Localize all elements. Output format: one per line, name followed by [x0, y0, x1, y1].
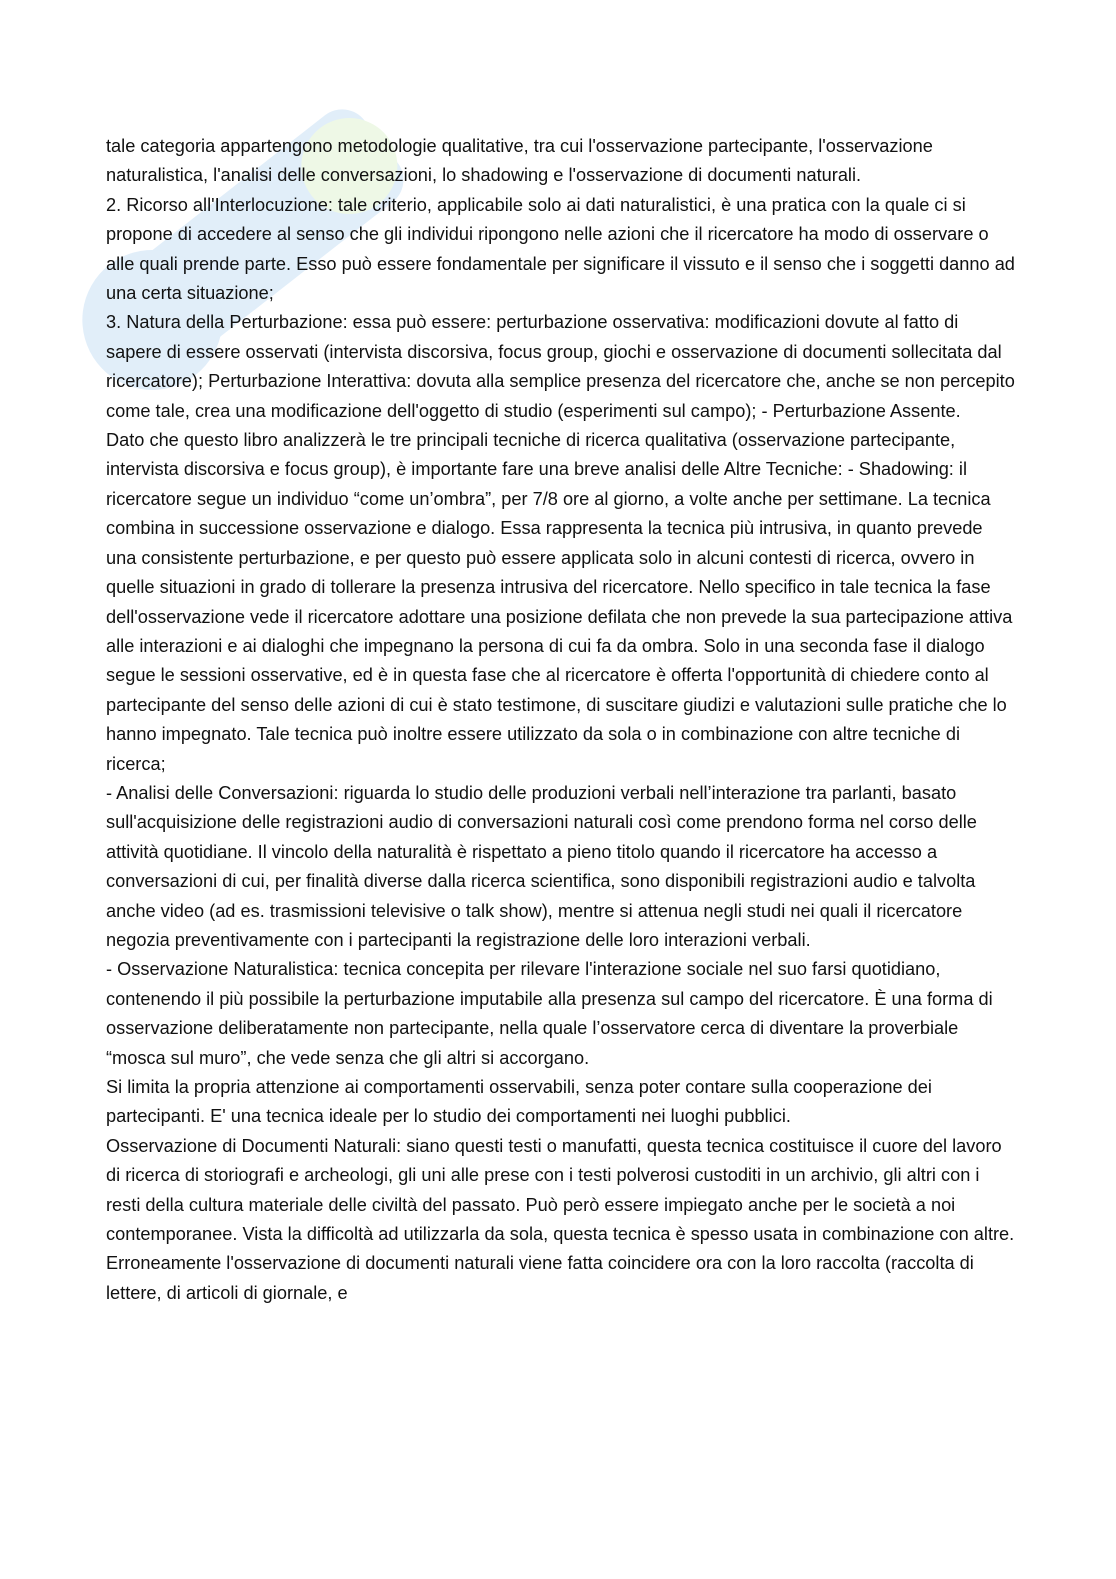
document-body: [106, 132, 1016, 1308]
paragraph-categoria: tale categoria appartengono metodologie qualitative, tra cui l'osservazione partecipante, l'osservazione naturalistica, l'analisi delle conversazioni, lo shadowing e l'osservazione di documenti naturali.: [106, 136, 933, 186]
paragraph-analisi-conversazioni: - Analisi delle Conversazioni: riguarda lo studio delle produzioni verbali nell’interazione tra parlanti, basato sull'acquisizione delle registrazioni audio di conversazioni naturali così come prendono forma nel corso delle attività quotidiane. Il vincolo della naturalità è rispettato a pieno titolo quando il ricercatore ha accesso a conversazioni di cui, per finalità diverse dalla ricerca scientifica, sono disponibili registrazioni audio e talvolta anche video (ad es. trasmissioni televisive o talk show), mentre si attenua negli studi nei quali il ricercatore negozia preventivamente con i partecipanti la registrazione delle loro interazioni verbali.: [106, 782, 977, 950]
paragraph-perturbazione: 3. Natura della Perturbazione: essa può essere: perturbazione osservativa: modificazioni dovute al fatto di sapere di essere osservati (intervista discorsiva, focus group, giochi e osservazione di documenti sollecitata dal ricercatore); Perturbazione Interattiva: dovuta alla semplice presenza del ricercatore che, anche se non percepito come tale, crea una modificazione dell'oggetto di studio (esperimenti sul campo); - Perturbazione Assente.: [106, 312, 1015, 421]
paragraph-documenti-naturali: Osservazione di Documenti Naturali: siano questi testi o manufatti, questa tecnica costituisce il cuore del lavoro di ricerca di storiografi e archeologi, gli uni alle prese con i testi polverosi custoditi in un archivio, gli altri con i resti della cultura materiale delle civiltà del passato. Può però essere impiegato anche per le società a noi contemporanee. Vista la difficoltà ad utilizzarla da sola, questa tecnica è spesso usata in combinazione con altre. Erroneamente l'osservazione di documenti naturali viene fatta coincidere ora con la loro raccolta (raccolta di lettere, di articoli di giornale, e: [106, 1135, 1015, 1303]
paragraph-shadowing: Dato che questo libro analizzerà le tre principali tecniche di ricerca qualitativa (osservazione partecipante, intervista discorsiva e focus group), è importante fare una breve analisi delle Altre Tecniche: - Shadowing: il ricercatore segue un individuo “come un’ombra”, per 7/8 ore al giorno, a volte anche per settimane. La tecnica combina in successione osservazione e dialogo. Essa rappresenta la tecnica più intrusiva, in quanto prevede una consistente perturbazione, e per questo può essere applicata solo in alcuni contesti di ricerca, ovvero in quelle situazioni in grado di tollerare la presenza intrusiva del ricercatore. Nello specifico in tale tecnica la fase dell'osservazione vede il ricercatore adottare una posizione defilata che non prevede la sua partecipazione attiva alle interazioni e ai dialoghi che impegnano la persona di cui fa da ombra. Solo in una seconda fase il dialogo segue le sessioni osservative, ed è in questa fase che al ricercatore è offerta l'opportunità di chiedere conto al partecipante del senso delle azioni di cui è stato testimone, di suscitare giudizi e valutazioni sulle pratiche che lo hanno impegnato. Tale tecnica può inoltre essere utilizzato da sola o in combinazione con altre tecniche di ricerca;: [106, 430, 1013, 774]
paragraph-osservazione-naturalistica: - Osservazione Naturalistica: tecnica concepita per rilevare l'interazione sociale nel suo farsi quotidiano, contenendo il più possibile la perturbazione imputabile alla presenza sul campo del ricercatore. È una forma di osservazione deliberatamente non partecipante, nella quale l’osservatore cerca di diventare la proverbiale “mosca sul muro”, che vede senza che gli altri si accorgano.: [106, 959, 993, 1068]
paragraph-interlocuzione: 2. Ricorso all'Interlocuzione: tale criterio, applicabile solo ai dati naturalistici, è una pratica con la quale ci si propone di accedere al senso che gli individui ripongono nelle azioni che il ricercatore ha modo di osservare o alle quali prende parte. Esso può essere fondamentale per significare il vissuto e il senso che i soggetti danno ad una certa situazione;: [106, 194, 1015, 304]
paragraph-comportamenti-osservabili: Si limita la propria attenzione ai comportamenti osservabili, senza poter contare sulla cooperazione dei partecipanti. E' una tecnica ideale per lo studio dei comportamenti nei luoghi pubblici.: [106, 1077, 932, 1127]
